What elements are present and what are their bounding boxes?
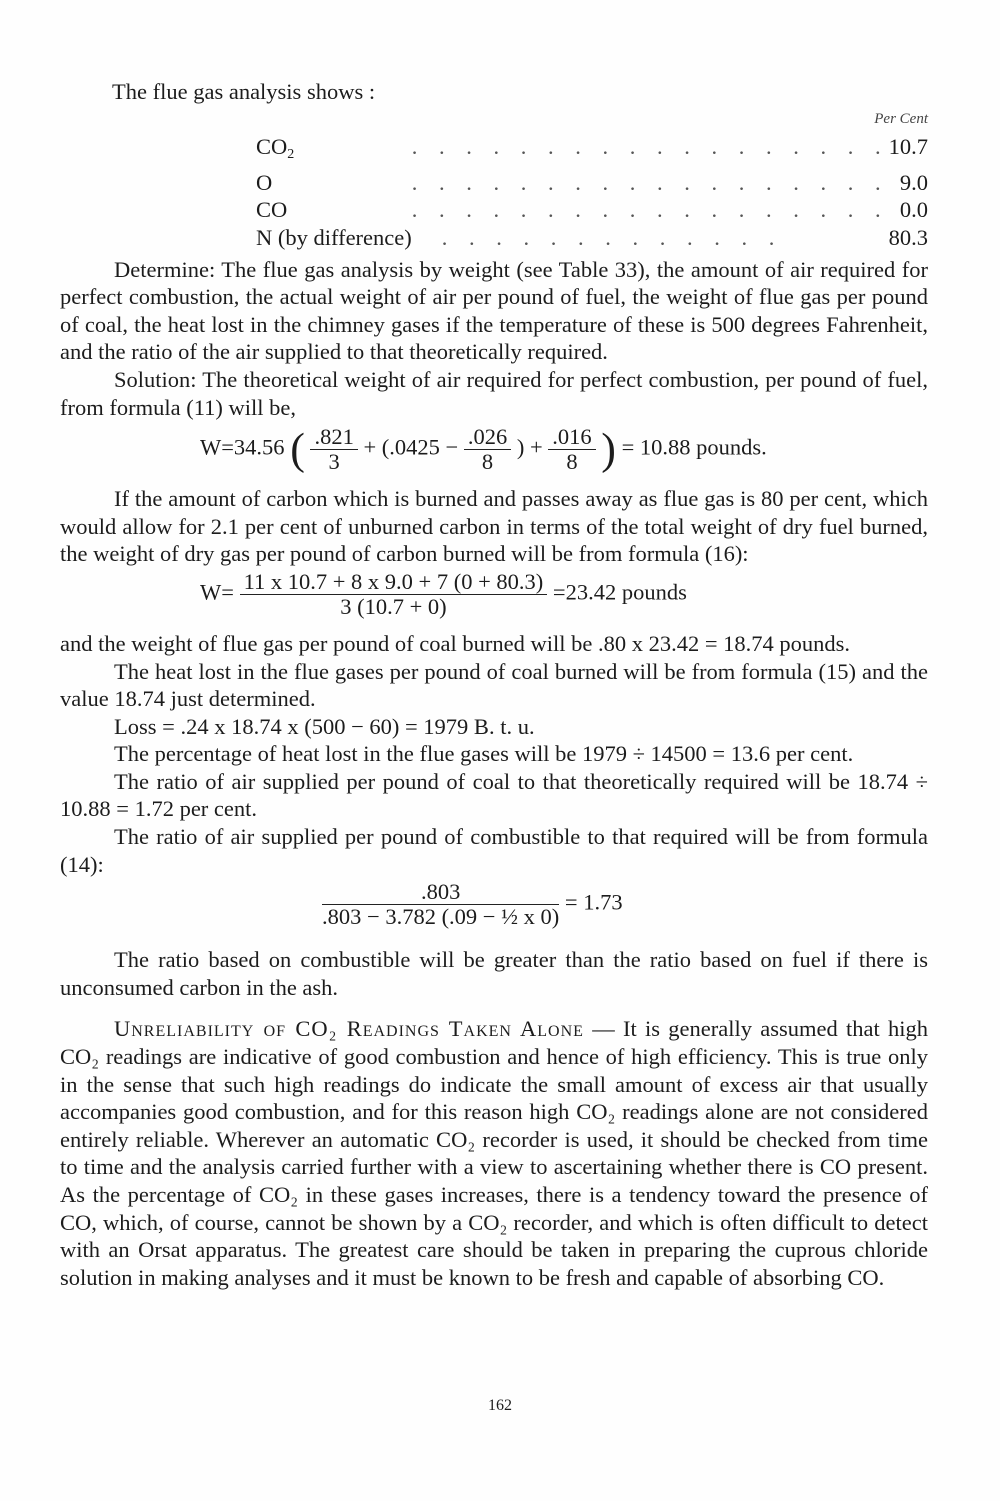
eq2-result: =23.42 pounds (552, 579, 687, 605)
leader-dots: . . . . . . . . . . . . . (441, 224, 783, 250)
table-row (256, 133, 928, 169)
eq3-num: .803 (322, 880, 559, 905)
eq1-frac1-den: 3 (328, 449, 340, 475)
eq1-frac3-den: 8 (566, 449, 578, 475)
determine-paragraph: Determine: The flue gas analysis by weight (see Table 33), the amount of air required for perfect combustion, the actual weight of air per pound of fuel, the weight of flue gas per pound of coal, the heat lost in the chimney gases if the temperature of these is 500 degrees Fahrenheit, and the ratio of the air supplied to that theoretically required. (60, 256, 928, 365)
page-number: 162 (488, 1397, 512, 1414)
eq1-result: = 10.88 pounds. (621, 434, 767, 460)
gas-analysis-table (256, 106, 928, 252)
ratio-combustible-paragraph: The ratio of air supplied per pound of combustible to that required will be from formula (14): (60, 824, 928, 877)
leader-dots: . . . . . . . . . . . . . . . . . . (411, 197, 889, 223)
eq2-lhs: W= (200, 579, 234, 605)
loss-line: Loss = .24 x 18.74 x (500 − 60) = 1979 B. t. u. (114, 713, 535, 739)
section-text: — It is generally assumed that high CO₂ readings are indicative of good combustion and hence of high efficiency. This is true only in the sense that such high readings do indicate the small amount of excess air that usually accompanies good combustion, and for this reason high CO₂ readings alone are not considered entirely reliable. Wherever an automatic CO₂ recorder is used, it should be checked from time to time and the analysis carried further with a view to ascertaining whether there is CO present. As the percentage of CO₂ in these gases increases, there is a tendency toward the presence of CO, which, of course, cannot be shown by a CO₂ recorder, and which is often difficult to detect with an Orsat apparatus. The greatest care should be taken in preparing the cuprous chloride solution in making analyses and it must be known to be fresh and capable of absorbing CO. (60, 1016, 929, 1290)
eq2-num: 11 x 10.7 + 8 x 9.0 + 7 (0 + 80.3) (240, 570, 548, 595)
gas-name: CO (256, 197, 288, 223)
eq1-frac3-num: .016 (548, 425, 595, 450)
table-row (256, 169, 928, 197)
equation-dry-gas (60, 568, 928, 630)
leader-dots: . . . . . . . . . . . . . . . . . . (411, 134, 889, 160)
table-row (256, 224, 928, 252)
gas-name: N (by difference) (256, 224, 412, 250)
table-row (256, 196, 928, 224)
weight-line: and the weight of flue gas per pound of coal burned will be .80 x 23.42 = 18.74 pounds. (60, 630, 851, 656)
gas-name: CO (256, 134, 288, 160)
gas-table-header: Per Cent (874, 110, 929, 127)
equation-air-ratio (60, 878, 928, 940)
intro-line: The flue gas analysis shows : (112, 79, 376, 104)
unreliability-paragraph (60, 1015, 928, 1291)
eq3-result: = 1.73 (564, 889, 623, 915)
eq1-frac2-den: 8 (481, 449, 494, 475)
percentage-line: The percentage of heat lost in the flue gases will be 1979 ÷ 14500 = 13.6 per cent. (114, 741, 854, 767)
gas-subscript: 2 (287, 147, 295, 163)
eq1-mid: + (.0425 − (363, 434, 459, 460)
ratio-comparison-paragraph: The ratio based on combustible will be greater than the ratio based on fuel if there is unconsumed carbon in the ash. (60, 947, 928, 1000)
carbon-paragraph: If the amount of carbon which is burned and passes away as flue gas is 80 per cent, which would allow for 2.1 per cent of unburned carbon in terms of the total weight of dry fuel burned, the weight of dry gas per pound of carbon burned will be from formula (16): (60, 486, 928, 567)
leader-dots: . . . . . . . . . . . . . . . . . . (411, 169, 889, 195)
heat-paragraph: The heat lost in the flue gases per pound of coal burned will be from formula (15) and the value 18.74 just determined. (60, 658, 928, 712)
equation-theoretical-air: W=34.56 ( $\frac{.821}{3}$ + (.0425 − $\frac{.026}{8}$ ) + $\frac{.016}{8}$ ) = 10.88 pounds. (200, 424, 767, 475)
gas-value: 9.0 (899, 169, 929, 195)
gas-value: 80.3 (888, 224, 929, 250)
eq1-lhs: W=34.56 (200, 434, 285, 460)
gas-name: O (256, 169, 273, 195)
section-heading: Unreliability of CO₂ Readings Taken Alone (114, 1016, 584, 1042)
page-body (60, 78, 928, 1291)
eq3-den: .803 − 3.782 (.09 − ½ x 0) (322, 904, 560, 930)
ratio-coal-paragraph: The ratio of air supplied per pound of coal to that theoretically required will be 18.74 ÷ 10.88 = 1.72 per cent. (60, 768, 928, 822)
eq1-frac2-num: .026 (464, 425, 511, 450)
solution-paragraph: Solution: The theoretical weight of air required for perfect combustion, per pound of fuel, from formula (11) will be, (60, 366, 928, 420)
eq1-frac1-num: .821 (310, 425, 357, 450)
gas-value: 10.7 (888, 134, 929, 160)
gas-value: 0.0 (899, 197, 929, 223)
eq1-plus: ) + (516, 434, 543, 460)
eq2-den: 3 (10.7 + 0) (340, 593, 447, 619)
